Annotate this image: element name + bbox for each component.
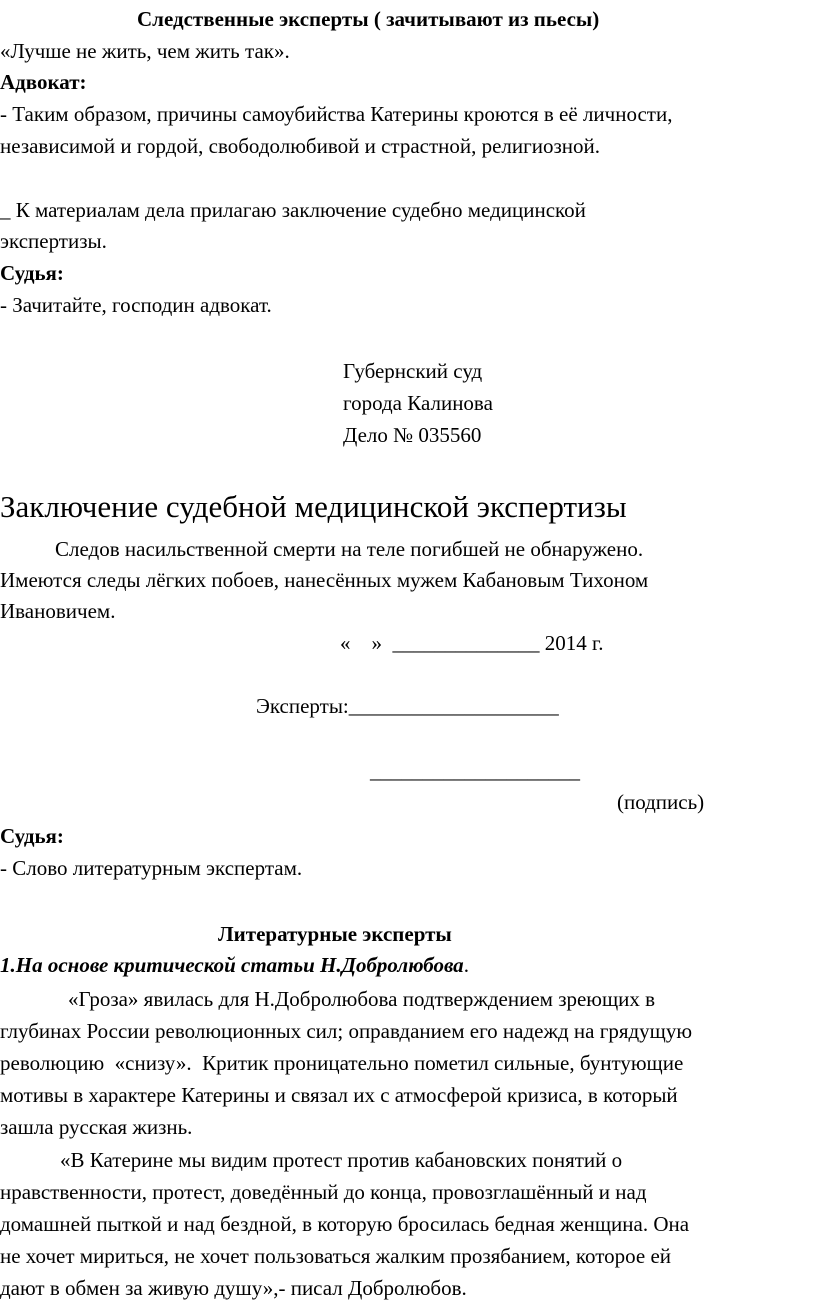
materials-line: _ К материалам дела прилагаю заключение судебно медицинской: [0, 198, 586, 222]
quote-line: «Лучше не жить, чем жить так».: [0, 39, 290, 63]
paragraph-line: зашла русская жизнь.: [0, 1115, 193, 1139]
lit-experts-heading: Литературные эксперты: [218, 922, 452, 946]
advocate-line: независимой и гордой, свободолюбивой и страстной, религиозной.: [0, 134, 601, 158]
paragraph-line: «В Катерине мы видим протест против кабановских понятий о: [60, 1148, 623, 1172]
advocate-line: - Таким образом, причины самоубийства Катерины кроются в её личности,: [0, 102, 673, 126]
paragraph-line: мотивы в характере Катерины и связал их с атмосферой кризиса, в который: [0, 1083, 678, 1107]
court-name: Губернский суд: [343, 359, 483, 383]
case-number: Дело № 035560: [343, 423, 482, 447]
paragraph-line: глубинах России революционных сил; оправданием его надежд на грядущую: [0, 1019, 693, 1043]
section-title-text: 1.На основе критической статьи Н.Добролюбова: [0, 953, 464, 977]
speaker-advocate: Адвокат:: [0, 70, 87, 94]
paragraph-line: революцию «снизу». Критик проницательно пометил сильные, бунтующие: [0, 1051, 684, 1075]
paragraph-line: нравственности, протест, доведённый до конца, провозглашённый и над: [0, 1180, 647, 1204]
paragraph-line: дают в обмен за живую душу»,- писал Добролюбов.: [0, 1276, 467, 1300]
court-city: города Калинова: [343, 391, 493, 415]
paragraph-line: «Гроза» явилась для Н.Добролюбова подтверждением зреющих в: [68, 987, 656, 1011]
judge-line: - Зачитайте, господин адвокат.: [0, 293, 272, 317]
conclusion-line: Имеются следы лёгких побоев, нанесённых мужем Кабановым Тихоном: [0, 568, 649, 592]
conclusion-title: Заключение судебной медицинской экспертизы: [0, 489, 627, 524]
speaker-judge: Судья:: [0, 824, 64, 848]
conclusion-line: Ивановичем.: [0, 599, 116, 623]
materials-line: экспертизы.: [0, 229, 107, 253]
paragraph-line: домашней пыткой и над бездной, в которую бросилась бедная женщина. Она: [0, 1212, 690, 1236]
heading: Следственные эксперты ( зачитывают из пьесы): [137, 7, 600, 31]
conclusion-line: Следов насильственной смерти на теле погибшей не обнаружено.: [55, 537, 644, 561]
judge-line: - Слово литературным экспертам.: [0, 856, 303, 880]
date-line: « » ______________ 2014 г.: [340, 631, 604, 655]
section-title: [0, 950, 469, 980]
signature-line: ____________________: [370, 759, 580, 783]
paragraph-line: не хочет мириться, не хочет пользоваться жалким прозябанием, которое ей: [0, 1244, 672, 1268]
speaker-judge: Судья:: [0, 261, 64, 285]
experts-line: Эксперты:____________________: [256, 694, 559, 718]
signature-caption: (подпись): [617, 790, 705, 814]
section-title-dot: .: [463, 953, 469, 977]
